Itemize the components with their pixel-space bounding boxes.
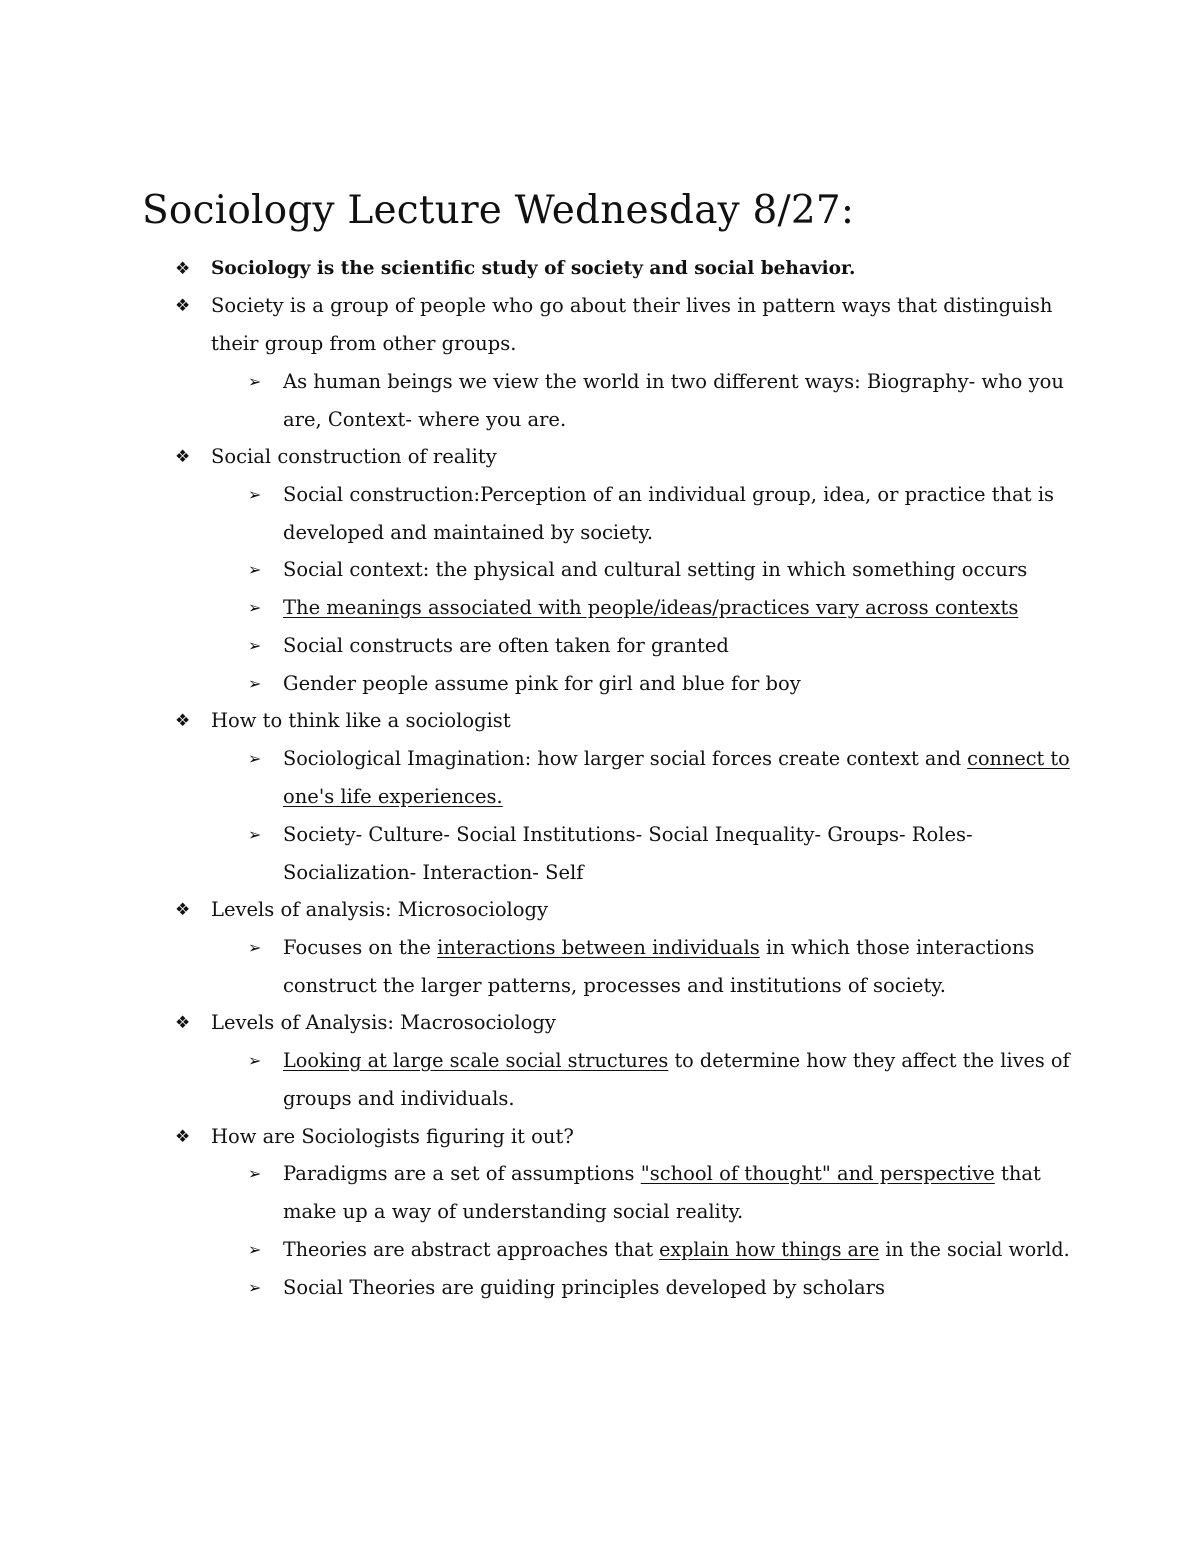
subbullet-biography-context: As human beings we view the world in two different ways: Biography- who you — [283, 370, 1064, 393]
subbullet-paradigms-cont: make up a way of understanding social reality. — [283, 1200, 744, 1223]
plain-text: Paradigms are a set of assumptions — [283, 1162, 641, 1185]
diamond-bullet-icon: ❖ — [175, 259, 191, 279]
plain-text: Sociological Imagination: how larger social forces create context and — [283, 747, 968, 770]
arrow-bullet-icon: ➢ — [248, 636, 262, 655]
underlined-text: Looking at large scale social structures — [283, 1049, 669, 1072]
subbullet-taken-for-granted: Social constructs are often taken for granted — [283, 634, 729, 657]
underlined-text: one's life experiences. — [283, 785, 503, 808]
bullet-how-figuring-out: How are Sociologists figuring it out? — [211, 1125, 574, 1148]
plain-text: in the social world. — [879, 1238, 1070, 1261]
diamond-bullet-icon: ❖ — [175, 1013, 191, 1033]
subbullet-micro-focus-cont: construct the larger patterns, processes and institutions of society. — [283, 974, 946, 997]
arrow-bullet-icon: ➢ — [248, 1240, 262, 1259]
bullet-think-like-sociologist: How to think like a sociologist — [211, 709, 511, 732]
subbullet-concepts-list: Society- Culture- Social Institutions- Social Inequality- Groups- Roles- — [283, 823, 973, 846]
bullet-definition-sociology: Sociology is the scientific study of society and social behavior. — [211, 258, 856, 279]
underlined-text: "school of thought" and perspective — [640, 1162, 995, 1185]
plain-text: to determine how they affect the lives of — [668, 1049, 1070, 1072]
subbullet-sociological-imagination — [283, 746, 1070, 772]
subbullet-macro-focus — [283, 1048, 1070, 1074]
plain-text: in which those interactions — [759, 936, 1035, 959]
bullet-society-definition: Society is a group of people who go about their lives in pattern ways that distinguish — [211, 294, 1053, 317]
page-title: Sociology Lecture Wednesday 8/27: — [142, 188, 855, 233]
arrow-bullet-icon: ➢ — [248, 1051, 262, 1070]
subbullet-gender-example: Gender people assume pink for girl and blue for boy — [283, 672, 801, 695]
underlined-text: The meanings associated with people/ideas/practices vary across contexts — [283, 596, 1019, 619]
underlined-text: connect to — [967, 747, 1070, 770]
subbullet-social-context: Social context: the physical and cultural setting in which something occurs — [283, 558, 1028, 581]
diamond-bullet-icon: ❖ — [175, 900, 191, 920]
underlined-text: explain how things are — [659, 1238, 880, 1261]
diamond-bullet-icon: ❖ — [175, 711, 191, 731]
arrow-bullet-icon: ➢ — [248, 560, 262, 579]
subbullet-social-construction: Social construction:Perception of an individual group, idea, or practice that is — [283, 483, 1055, 506]
subbullet-social-construction-cont: developed and maintained by society. — [283, 521, 654, 544]
bullet-macrosociology: Levels of Analysis: Macrosociology — [211, 1011, 556, 1034]
bullet-social-construction-heading: Social construction of reality — [211, 445, 497, 468]
arrow-bullet-icon: ➢ — [248, 749, 262, 768]
underlined-text: interactions between individuals — [437, 936, 760, 959]
arrow-bullet-icon: ➢ — [248, 825, 262, 844]
subbullet-social-theories: Social Theories are guiding principles developed by scholars — [283, 1276, 885, 1299]
diamond-bullet-icon: ❖ — [175, 296, 191, 316]
subbullet-biography-context-cont: are, Context- where you are. — [283, 408, 567, 431]
subbullet-concepts-list-cont: Socialization- Interaction- Self — [283, 861, 584, 884]
subbullet-micro-focus — [283, 935, 1034, 961]
subbullet-macro-focus-cont: groups and individuals. — [283, 1087, 515, 1110]
subbullet-sociological-imagination-cont — [283, 784, 503, 810]
plain-text: Theories are abstract approaches that — [283, 1238, 660, 1261]
diamond-bullet-icon: ❖ — [175, 447, 191, 467]
bullet-society-definition-cont: their group from other groups. — [211, 332, 517, 355]
plain-text: that — [994, 1162, 1041, 1185]
subbullet-meanings-vary — [283, 595, 1018, 621]
arrow-bullet-icon: ➢ — [248, 1278, 262, 1297]
diamond-bullet-icon: ❖ — [175, 1127, 191, 1147]
arrow-bullet-icon: ➢ — [248, 1164, 262, 1183]
arrow-bullet-icon: ➢ — [248, 938, 262, 957]
subbullet-paradigms — [283, 1161, 1041, 1187]
arrow-bullet-icon: ➢ — [248, 485, 262, 504]
bullet-microsociology: Levels of analysis: Microsociology — [211, 898, 549, 921]
arrow-bullet-icon: ➢ — [248, 598, 262, 617]
arrow-bullet-icon: ➢ — [248, 372, 262, 391]
plain-text: Focuses on the — [283, 936, 438, 959]
arrow-bullet-icon: ➢ — [248, 674, 262, 693]
subbullet-theories — [283, 1237, 1070, 1263]
